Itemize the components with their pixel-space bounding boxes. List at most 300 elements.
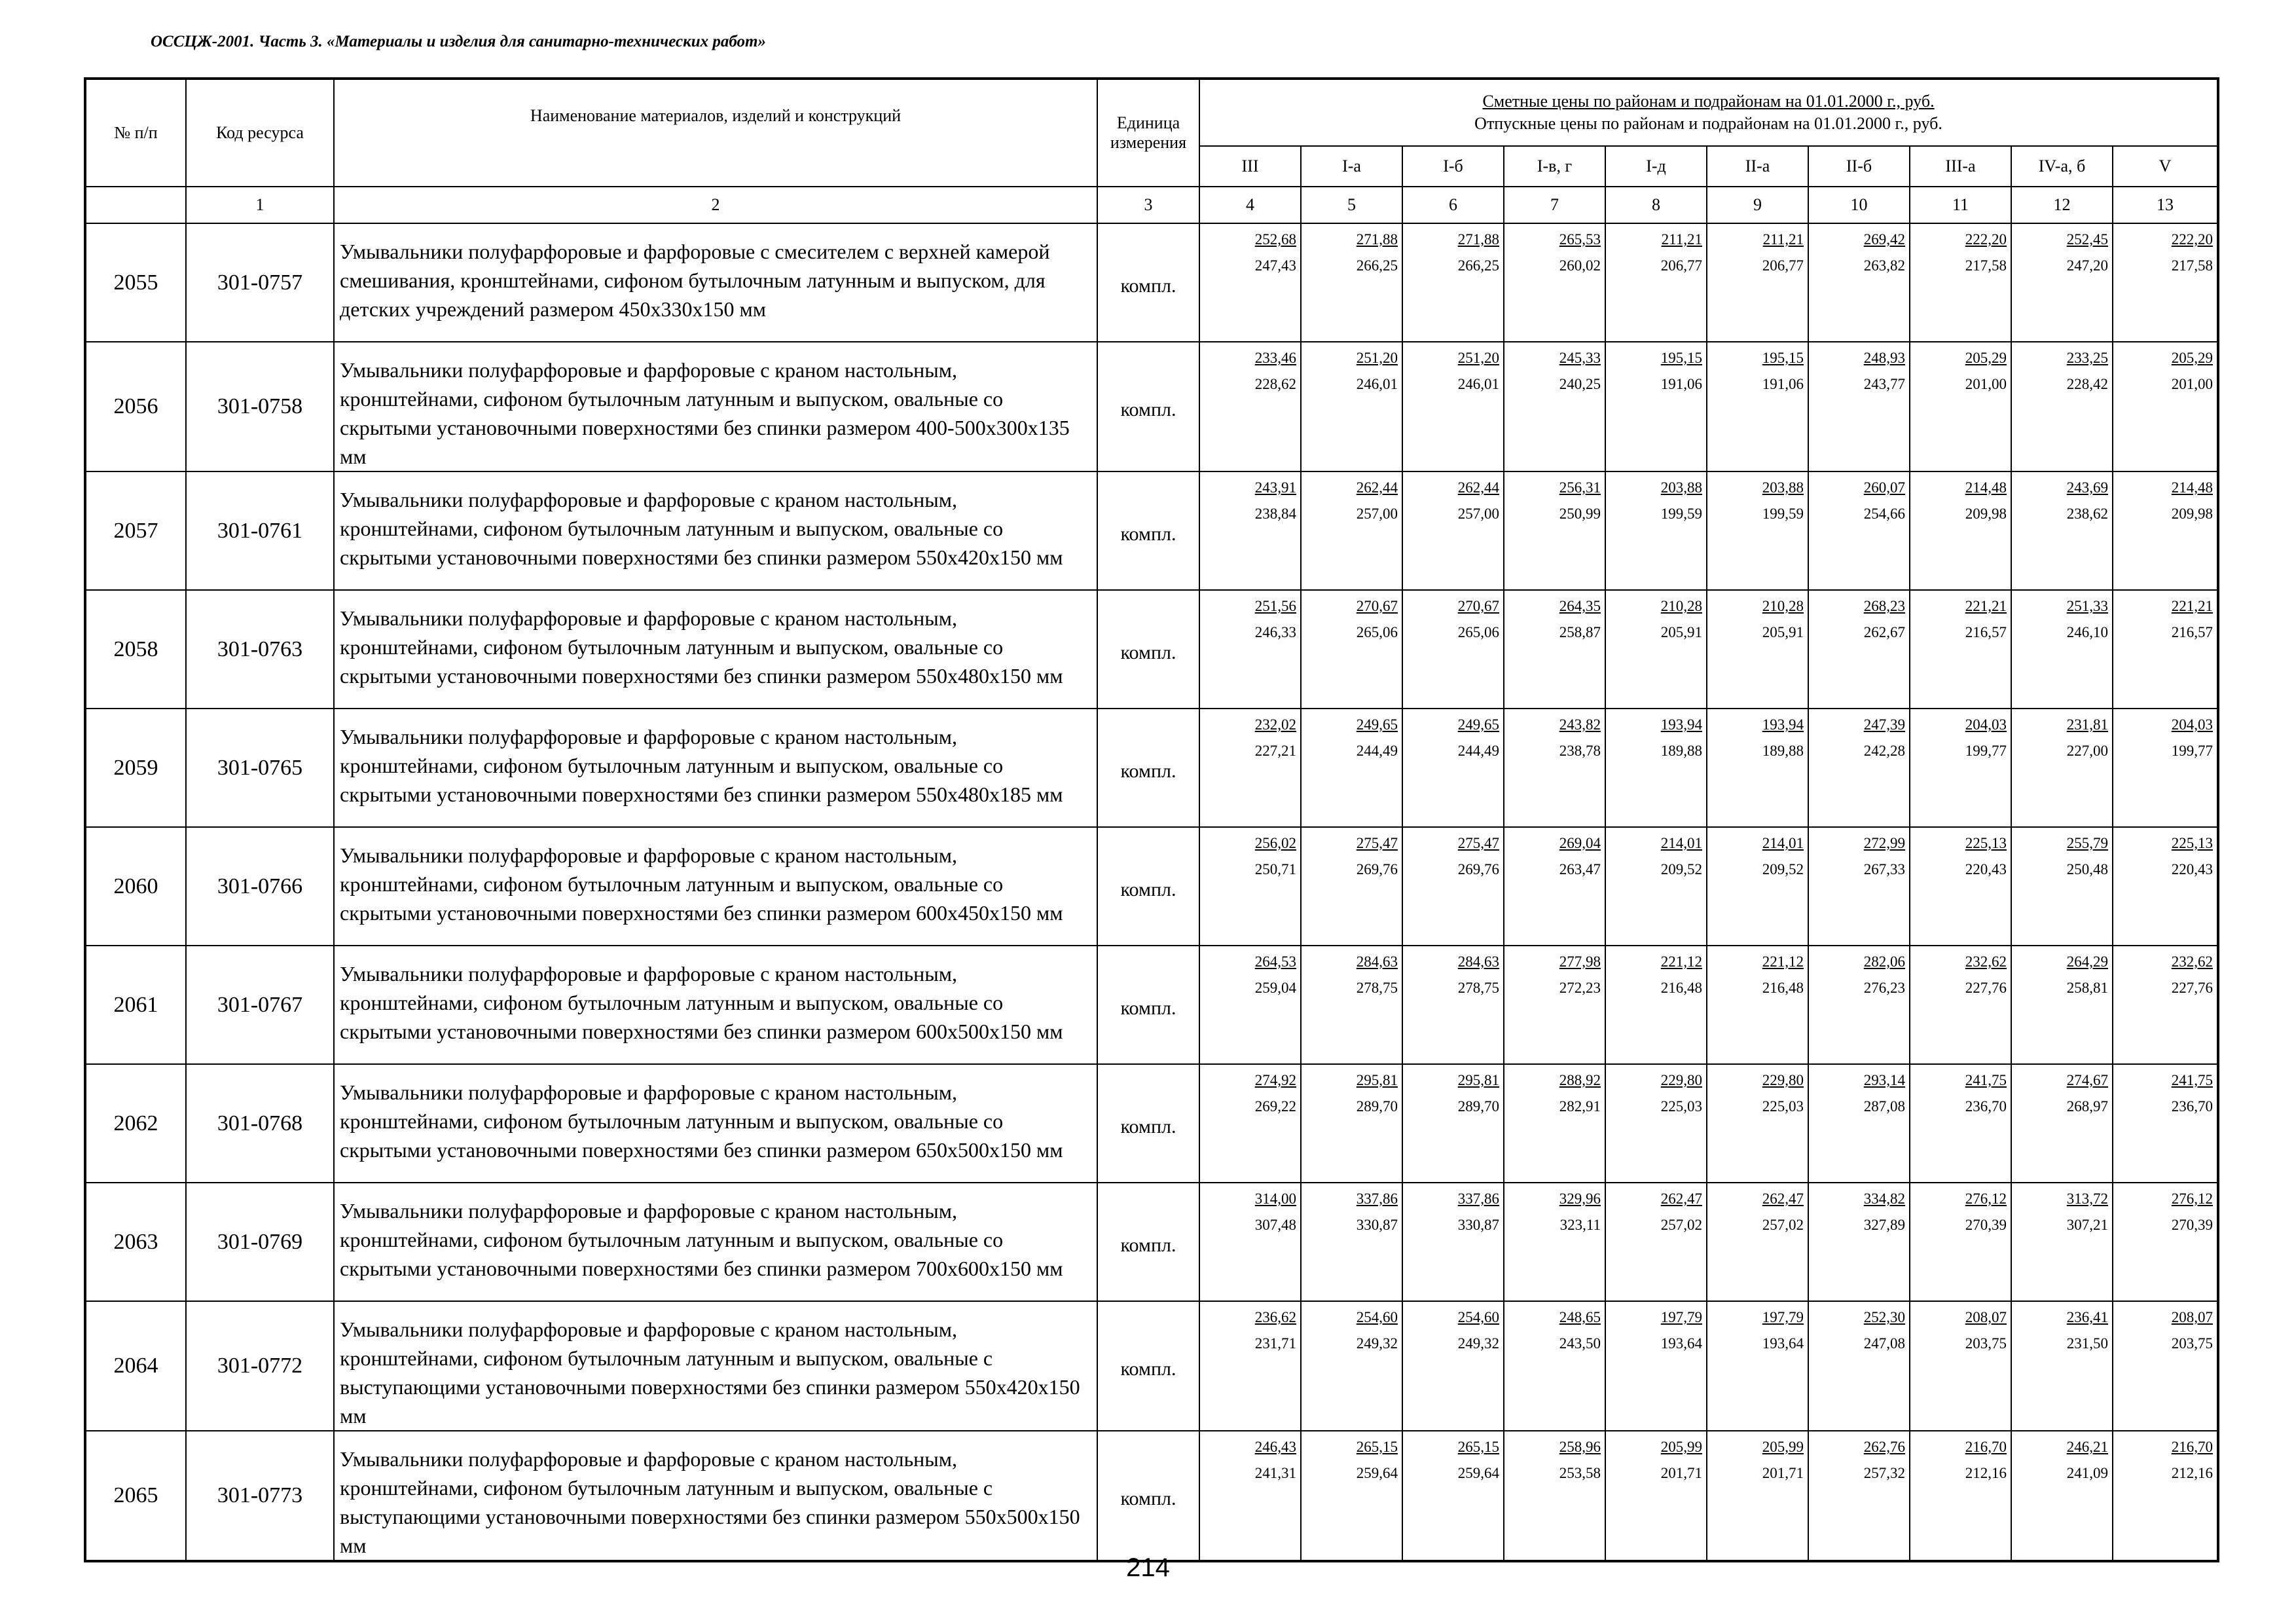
resource-code: 301-0766 bbox=[186, 827, 334, 946]
header-region: II-а bbox=[1707, 146, 1808, 187]
release-price: 243,50 bbox=[1559, 1335, 1601, 1352]
estimate-price: 195,15 bbox=[1762, 350, 1804, 366]
estimate-price: 295,81 bbox=[1356, 1072, 1398, 1088]
price-cell bbox=[1605, 1064, 1707, 1183]
price-cell bbox=[1910, 1431, 2011, 1561]
price-cell bbox=[1504, 1183, 1605, 1301]
estimate-price: 258,96 bbox=[1559, 1439, 1601, 1455]
resource-code: 301-0768 bbox=[186, 1064, 334, 1183]
estimate-price: 282,06 bbox=[1863, 953, 1905, 970]
release-price: 257,02 bbox=[1762, 1217, 1804, 1233]
estimate-price: 248,93 bbox=[1863, 350, 1905, 366]
release-price: 216,48 bbox=[1660, 980, 1702, 996]
estimate-price: 275,47 bbox=[1356, 835, 1398, 851]
estimate-price: 276,12 bbox=[1965, 1190, 2007, 1207]
estimate-price: 197,79 bbox=[1762, 1309, 1804, 1325]
table-row bbox=[85, 1431, 2218, 1561]
release-price: 212,16 bbox=[1965, 1465, 2007, 1481]
price-cell bbox=[1707, 709, 1808, 827]
estimate-price: 232,02 bbox=[1254, 716, 1296, 733]
column-number: 4 bbox=[1199, 187, 1301, 223]
estimate-price: 254,60 bbox=[1457, 1309, 1499, 1325]
estimate-price: 203,88 bbox=[1660, 479, 1702, 496]
header-region: III-а bbox=[1910, 146, 2011, 187]
column-number: 3 bbox=[1097, 187, 1199, 223]
release-price: 244,49 bbox=[1356, 743, 1398, 759]
release-price: 289,70 bbox=[1356, 1098, 1398, 1115]
estimate-price: 269,42 bbox=[1863, 231, 1905, 248]
estimate-price: 262,44 bbox=[1457, 479, 1499, 496]
resource-code: 301-0761 bbox=[186, 471, 334, 590]
price-cell bbox=[1707, 223, 1808, 342]
table-row bbox=[85, 1301, 2218, 1431]
release-price: 206,77 bbox=[1762, 257, 1804, 274]
release-price: 228,42 bbox=[2066, 376, 2108, 392]
price-cell bbox=[2011, 471, 2113, 590]
price-cell bbox=[1301, 471, 1402, 590]
estimate-price: 210,28 bbox=[1660, 598, 1702, 614]
price-cell bbox=[1504, 827, 1605, 946]
release-price: 238,84 bbox=[1254, 506, 1296, 522]
column-number: 11 bbox=[1910, 187, 2011, 223]
estimate-price: 264,35 bbox=[1559, 598, 1601, 614]
release-price: 289,70 bbox=[1457, 1098, 1499, 1115]
price-cell bbox=[1707, 1431, 1808, 1561]
unit: компл. bbox=[1097, 1183, 1199, 1301]
unit: компл. bbox=[1097, 1431, 1199, 1561]
price-cell bbox=[1504, 471, 1605, 590]
price-cell bbox=[2113, 827, 2218, 946]
price-cell bbox=[1605, 946, 1707, 1064]
release-price: 209,98 bbox=[1965, 506, 2007, 522]
release-price: 268,97 bbox=[2066, 1098, 2108, 1115]
release-price: 249,32 bbox=[1457, 1335, 1499, 1352]
estimate-price: 236,62 bbox=[1254, 1309, 1296, 1325]
price-cell bbox=[1301, 1431, 1402, 1561]
column-number: 1 bbox=[186, 187, 334, 223]
release-price: 330,87 bbox=[1356, 1217, 1398, 1233]
resource-code: 301-0772 bbox=[186, 1301, 334, 1431]
estimate-price: 248,65 bbox=[1559, 1309, 1601, 1325]
estimate-price: 256,31 bbox=[1559, 479, 1601, 496]
estimate-price: 243,91 bbox=[1254, 479, 1296, 496]
estimate-price: 277,98 bbox=[1559, 953, 1601, 970]
estimate-price: 269,04 bbox=[1559, 835, 1601, 851]
estimate-price: 195,15 bbox=[1660, 350, 1702, 366]
estimate-price: 270,67 bbox=[1457, 598, 1499, 614]
price-cell bbox=[1504, 590, 1605, 709]
release-price: 246,01 bbox=[1356, 376, 1398, 392]
estimate-price: 256,02 bbox=[1254, 835, 1296, 851]
column-number bbox=[85, 187, 186, 223]
price-cell bbox=[1504, 223, 1605, 342]
release-price: 205,91 bbox=[1762, 624, 1804, 640]
header-region: I-б bbox=[1402, 146, 1504, 187]
estimate-price: 275,47 bbox=[1457, 835, 1499, 851]
table-row bbox=[85, 709, 2218, 827]
release-price: 209,52 bbox=[1660, 861, 1702, 877]
release-price: 269,76 bbox=[1457, 861, 1499, 877]
price-cell bbox=[1301, 709, 1402, 827]
release-price: 244,49 bbox=[1457, 743, 1499, 759]
item-description: Умывальники полуфарфоровые и фарфоровые с краном настольным, кронштейнами, сифоном бутылочным латунным и выпуском, овальные с выступающими установочными поверхностями без спинки размером 550x500x150 мм bbox=[334, 1431, 1097, 1561]
estimate-price: 208,07 bbox=[2171, 1309, 2214, 1325]
row-number: 2056 bbox=[85, 342, 186, 471]
table-row bbox=[85, 342, 2218, 471]
price-cell bbox=[1707, 471, 1808, 590]
price-cell bbox=[1605, 1301, 1707, 1431]
price-cell bbox=[1707, 946, 1808, 1064]
estimate-price: 313,72 bbox=[2066, 1190, 2108, 1207]
release-price: 216,57 bbox=[1965, 624, 2007, 640]
price-cell bbox=[1199, 342, 1301, 471]
estimate-price: 225,13 bbox=[2171, 835, 2214, 851]
price-cell bbox=[1808, 709, 1910, 827]
estimate-price: 265,15 bbox=[1457, 1439, 1499, 1455]
release-price: 259,04 bbox=[1254, 980, 1296, 996]
column-number: 5 bbox=[1301, 187, 1402, 223]
estimate-price: 197,79 bbox=[1660, 1309, 1702, 1325]
price-cell bbox=[1910, 342, 2011, 471]
release-price: 241,31 bbox=[1254, 1465, 1296, 1481]
estimate-price: 214,01 bbox=[1660, 835, 1702, 851]
estimate-price: 241,75 bbox=[1965, 1072, 2007, 1088]
estimate-price: 236,41 bbox=[2066, 1309, 2108, 1325]
release-price: 269,76 bbox=[1356, 861, 1398, 877]
price-cell bbox=[1402, 827, 1504, 946]
estimate-price: 216,70 bbox=[2171, 1439, 2214, 1455]
resource-code: 301-0758 bbox=[186, 342, 334, 471]
table-row bbox=[85, 827, 2218, 946]
price-cell bbox=[1808, 342, 1910, 471]
price-cell bbox=[1808, 223, 1910, 342]
estimate-price: 245,33 bbox=[1559, 350, 1601, 366]
estimate-price: 221,21 bbox=[1965, 598, 2007, 614]
release-price: 193,64 bbox=[1762, 1335, 1804, 1352]
release-price: 217,58 bbox=[1965, 257, 2007, 274]
release-price: 243,77 bbox=[1863, 376, 1905, 392]
column-number: 2 bbox=[334, 187, 1097, 223]
release-price: 257,32 bbox=[1863, 1465, 1905, 1481]
price-cell bbox=[1605, 223, 1707, 342]
document-header: ОССЦЖ-2001. Часть 3. «Материалы и изделия для санитарно-технических работ» bbox=[151, 33, 766, 50]
estimate-price: 284,63 bbox=[1457, 953, 1499, 970]
release-price: 330,87 bbox=[1457, 1217, 1499, 1233]
price-cell bbox=[1402, 1064, 1504, 1183]
item-description: Умывальники полуфарфоровые и фарфоровые с краном настольным, кронштейнами, сифоном бутылочным латунным и выпуском, овальные со скрытыми установочными поверхностями без спинки размером 600x500x150 мм bbox=[334, 946, 1097, 1064]
release-price: 201,00 bbox=[1965, 376, 2007, 392]
release-price: 246,33 bbox=[1254, 624, 1296, 640]
release-price: 266,25 bbox=[1457, 257, 1499, 274]
price-cell bbox=[1605, 342, 1707, 471]
price-cell bbox=[1402, 1431, 1504, 1561]
price-cell bbox=[1605, 590, 1707, 709]
price-table bbox=[84, 77, 2219, 1562]
price-cell bbox=[1605, 1431, 1707, 1561]
price-cell bbox=[1707, 827, 1808, 946]
item-description: Умывальники полуфарфоровые и фарфоровые с краном настольным, кронштейнами, сифоном бутылочным латунным и выпуском, овальные со скрытыми установочными поверхностями без спинки размером 400-500x300x135 мм bbox=[334, 342, 1097, 471]
price-cell bbox=[2011, 946, 2113, 1064]
price-cell bbox=[1504, 1064, 1605, 1183]
estimate-price: 284,63 bbox=[1356, 953, 1398, 970]
release-price: 247,20 bbox=[2066, 257, 2108, 274]
estimate-price: 193,94 bbox=[1660, 716, 1702, 733]
header-region: II-б bbox=[1808, 146, 1910, 187]
price-cell bbox=[1199, 471, 1301, 590]
estimate-price: 204,03 bbox=[1965, 716, 2007, 733]
release-price: 191,06 bbox=[1660, 376, 1702, 392]
estimate-price: 205,29 bbox=[2171, 350, 2214, 366]
release-price: 201,00 bbox=[2171, 376, 2214, 392]
estimate-price: 229,80 bbox=[1762, 1072, 1804, 1088]
release-price: 216,57 bbox=[2171, 624, 2214, 640]
price-cell bbox=[1402, 590, 1504, 709]
page-number: 214 bbox=[1126, 1553, 1170, 1582]
release-price: 287,08 bbox=[1863, 1098, 1905, 1115]
estimate-price: 233,25 bbox=[2066, 350, 2108, 366]
estimate-price: 229,80 bbox=[1660, 1072, 1702, 1088]
release-price: 199,59 bbox=[1762, 506, 1804, 522]
estimate-price: 193,94 bbox=[1762, 716, 1804, 733]
release-price: 257,00 bbox=[1356, 506, 1398, 522]
release-price: 212,16 bbox=[2171, 1465, 2214, 1481]
estimate-price: 314,00 bbox=[1254, 1190, 1296, 1207]
column-number: 8 bbox=[1605, 187, 1707, 223]
price-cell bbox=[2011, 342, 2113, 471]
header-name: Наименование материалов, изделий и конструкций bbox=[334, 79, 1097, 187]
release-price: 227,21 bbox=[1254, 743, 1296, 759]
price-cell bbox=[1402, 471, 1504, 590]
estimate-price: 208,07 bbox=[1965, 1309, 2007, 1325]
estimate-price: 225,13 bbox=[1965, 835, 2007, 851]
price-cell bbox=[1199, 590, 1301, 709]
header-prices bbox=[1199, 79, 2218, 146]
column-number: 7 bbox=[1504, 187, 1605, 223]
price-cell bbox=[1707, 1064, 1808, 1183]
release-price: 220,43 bbox=[2171, 861, 2214, 877]
table-row bbox=[85, 590, 2218, 709]
price-cell bbox=[1301, 590, 1402, 709]
price-cell bbox=[1707, 1183, 1808, 1301]
price-cell bbox=[1301, 223, 1402, 342]
estimate-price: 329,96 bbox=[1559, 1190, 1601, 1207]
price-cell bbox=[1605, 1183, 1707, 1301]
unit: компл. bbox=[1097, 709, 1199, 827]
price-cell bbox=[2011, 223, 2113, 342]
unit: компл. bbox=[1097, 223, 1199, 342]
estimate-price: 205,99 bbox=[1660, 1439, 1702, 1455]
estimate-price: 264,29 bbox=[2066, 953, 2108, 970]
price-cell bbox=[1504, 946, 1605, 1064]
release-price: 249,32 bbox=[1356, 1335, 1398, 1352]
row-number: 2057 bbox=[85, 471, 186, 590]
release-price: 191,06 bbox=[1762, 376, 1804, 392]
release-price: 263,47 bbox=[1559, 861, 1601, 877]
release-price: 231,71 bbox=[1254, 1335, 1296, 1352]
item-description: Умывальники полуфарфоровые и фарфоровые с краном настольным, кронштейнами, сифоном бутылочным латунным и выпуском, овальные со скрытыми установочными поверхностями без спинки размером 550x420x150 мм bbox=[334, 471, 1097, 590]
price-cell bbox=[1605, 827, 1707, 946]
price-cell bbox=[1199, 1301, 1301, 1431]
release-price: 201,71 bbox=[1762, 1465, 1804, 1481]
row-number: 2062 bbox=[85, 1064, 186, 1183]
release-price: 189,88 bbox=[1762, 743, 1804, 759]
release-price: 227,76 bbox=[2171, 980, 2214, 996]
price-cell bbox=[1199, 709, 1301, 827]
release-price: 327,89 bbox=[1863, 1217, 1905, 1233]
estimate-price: 268,23 bbox=[1863, 598, 1905, 614]
estimate-price: 262,47 bbox=[1762, 1190, 1804, 1207]
estimate-price: 337,86 bbox=[1356, 1190, 1398, 1207]
estimate-price: 210,28 bbox=[1762, 598, 1804, 614]
row-number: 2060 bbox=[85, 827, 186, 946]
price-cell bbox=[2113, 1431, 2218, 1561]
row-number: 2058 bbox=[85, 590, 186, 709]
release-price: 217,58 bbox=[2171, 257, 2214, 274]
column-number: 13 bbox=[2113, 187, 2218, 223]
release-price: 259,64 bbox=[1356, 1465, 1398, 1481]
release-price: 246,10 bbox=[2066, 624, 2108, 640]
estimate-price: 243,82 bbox=[1559, 716, 1601, 733]
estimate-price: 221,12 bbox=[1762, 953, 1804, 970]
row-number: 2059 bbox=[85, 709, 186, 827]
release-price: 241,09 bbox=[2066, 1465, 2108, 1481]
release-price: 189,88 bbox=[1660, 743, 1702, 759]
price-cell bbox=[1910, 471, 2011, 590]
price-cell bbox=[1402, 946, 1504, 1064]
estimate-price: 211,21 bbox=[1661, 231, 1702, 248]
price-cell bbox=[2113, 471, 2218, 590]
price-cell bbox=[1910, 590, 2011, 709]
release-price: 259,64 bbox=[1457, 1465, 1499, 1481]
release-price: 258,87 bbox=[1559, 624, 1601, 640]
estimate-price: 295,81 bbox=[1457, 1072, 1499, 1088]
resource-code: 301-0763 bbox=[186, 590, 334, 709]
estimate-price: 222,20 bbox=[2171, 231, 2214, 248]
estimate-price: 214,48 bbox=[2171, 479, 2214, 496]
release-price: 258,81 bbox=[2066, 980, 2108, 996]
column-number: 12 bbox=[2011, 187, 2113, 223]
estimate-price: 254,60 bbox=[1356, 1309, 1398, 1325]
header-region: I-в, г bbox=[1504, 146, 1605, 187]
header-region: I-а bbox=[1301, 146, 1402, 187]
release-price: 227,00 bbox=[2066, 743, 2108, 759]
estimate-price: 233,46 bbox=[1254, 350, 1296, 366]
price-cell bbox=[1910, 946, 2011, 1064]
estimate-price: 251,20 bbox=[1457, 350, 1499, 366]
price-cell bbox=[1808, 1064, 1910, 1183]
header-region: IV-а, б bbox=[2011, 146, 2113, 187]
header-unit: Единица измерения bbox=[1097, 79, 1199, 187]
price-cell bbox=[1402, 342, 1504, 471]
release-price: 307,48 bbox=[1254, 1217, 1296, 1233]
header-region: V bbox=[2113, 146, 2218, 187]
price-cell bbox=[2113, 342, 2218, 471]
release-price: 231,50 bbox=[2066, 1335, 2108, 1352]
estimate-price: 251,56 bbox=[1254, 598, 1296, 614]
release-price: 272,23 bbox=[1559, 980, 1601, 996]
release-price: 240,25 bbox=[1559, 376, 1601, 392]
estimate-price: 276,12 bbox=[2171, 1190, 2214, 1207]
price-cell bbox=[1199, 1064, 1301, 1183]
estimate-price: 274,67 bbox=[2066, 1072, 2108, 1088]
price-cell bbox=[1707, 342, 1808, 471]
release-price: 270,39 bbox=[1965, 1217, 2007, 1233]
estimate-price: 265,53 bbox=[1559, 231, 1601, 248]
resource-code: 301-0765 bbox=[186, 709, 334, 827]
unit: компл. bbox=[1097, 471, 1199, 590]
estimate-price: 231,81 bbox=[2066, 716, 2108, 733]
item-description: Умывальники полуфарфоровые и фарфоровые с смесителем с верхней камерой смешивания, кронштейнами, сифоном бутылочным латунным и выпуском, для детских учреждений размером 450x330x150 мм bbox=[334, 223, 1097, 342]
release-price: 276,23 bbox=[1863, 980, 1905, 996]
estimate-price: 272,99 bbox=[1863, 835, 1905, 851]
estimate-price: 216,70 bbox=[1965, 1439, 2007, 1455]
price-cell bbox=[1605, 471, 1707, 590]
price-cell bbox=[1301, 1301, 1402, 1431]
release-price: 262,67 bbox=[1863, 624, 1905, 640]
estimate-price: 246,43 bbox=[1254, 1439, 1296, 1455]
release-price: 206,77 bbox=[1660, 257, 1702, 274]
price-cell bbox=[1301, 1064, 1402, 1183]
price-cell bbox=[1910, 827, 2011, 946]
header-region: III bbox=[1199, 146, 1301, 187]
price-cell bbox=[1301, 946, 1402, 1064]
price-cell bbox=[1808, 1183, 1910, 1301]
item-description: Умывальники полуфарфоровые и фарфоровые с краном настольным, кронштейнами, сифоном бутылочным латунным и выпуском, овальные с выступающими установочными поверхностями без спинки размером 550x420x150 мм bbox=[334, 1301, 1097, 1431]
unit: компл. bbox=[1097, 1064, 1199, 1183]
item-description: Умывальники полуфарфоровые и фарфоровые с краном настольным, кронштейнами, сифоном бутылочным латунным и выпуском, овальные со скрытыми установочными поверхностями без спинки размером 700x600x150 мм bbox=[334, 1183, 1097, 1301]
estimate-price: 270,67 bbox=[1356, 598, 1398, 614]
release-price: 242,28 bbox=[1863, 743, 1905, 759]
header-prices-release: Отпускные цены по районам и подрайонам на 01.01.2000 г., руб. bbox=[1474, 114, 1942, 133]
resource-code: 301-0773 bbox=[186, 1431, 334, 1561]
estimate-price: 247,39 bbox=[1863, 716, 1905, 733]
price-cell bbox=[1808, 471, 1910, 590]
release-price: 257,02 bbox=[1660, 1217, 1702, 1233]
estimate-price: 255,79 bbox=[2066, 835, 2108, 851]
estimate-price: 271,88 bbox=[1356, 231, 1398, 248]
row-number: 2065 bbox=[85, 1431, 186, 1561]
price-cell bbox=[1707, 1301, 1808, 1431]
table-row bbox=[85, 946, 2218, 1064]
price-cell bbox=[1808, 1431, 1910, 1561]
price-cell bbox=[1402, 223, 1504, 342]
price-cell bbox=[2113, 590, 2218, 709]
estimate-price: 205,29 bbox=[1965, 350, 2007, 366]
price-cell bbox=[1910, 709, 2011, 827]
price-cell bbox=[1199, 827, 1301, 946]
table-row bbox=[85, 1183, 2218, 1301]
column-number: 9 bbox=[1707, 187, 1808, 223]
price-cell bbox=[2113, 1064, 2218, 1183]
price-cell bbox=[1605, 709, 1707, 827]
release-price: 238,78 bbox=[1559, 743, 1601, 759]
release-price: 253,58 bbox=[1559, 1465, 1601, 1481]
table-row bbox=[85, 223, 2218, 342]
price-cell bbox=[1301, 827, 1402, 946]
price-cell bbox=[1402, 709, 1504, 827]
release-price: 203,75 bbox=[1965, 1335, 2007, 1352]
estimate-price: 265,15 bbox=[1356, 1439, 1398, 1455]
price-cell bbox=[1504, 1301, 1605, 1431]
release-price: 203,75 bbox=[2171, 1335, 2214, 1352]
item-description: Умывальники полуфарфоровые и фарфоровые с краном настольным, кронштейнами, сифоном бутылочным латунным и выпуском, овальные со скрытыми установочными поверхностями без спинки размером 550x480x185 мм bbox=[334, 709, 1097, 827]
release-price: 307,21 bbox=[2066, 1217, 2108, 1233]
estimate-price: 214,01 bbox=[1762, 835, 1804, 851]
price-cell bbox=[1808, 827, 1910, 946]
header-code: Код ресурса bbox=[186, 79, 334, 187]
release-price: 227,76 bbox=[1965, 980, 2007, 996]
release-price: 266,25 bbox=[1356, 257, 1398, 274]
